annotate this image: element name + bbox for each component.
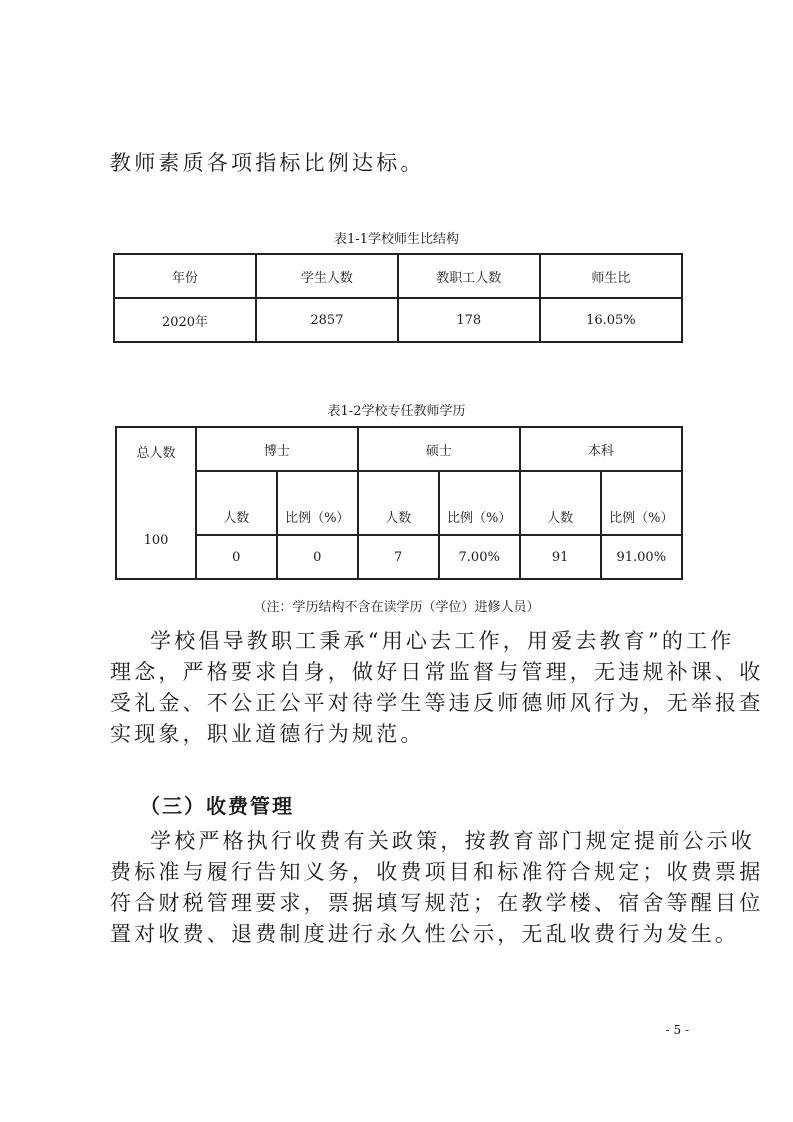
table2-subheader-count: 人数 <box>196 471 277 535</box>
table2-cell: 91 <box>520 535 601 579</box>
paragraph-line: 费标准与履行告知义务，收费项目和标准符合规定；收费票据 <box>110 860 764 884</box>
table2-group-bachelor: 本科 <box>520 427 682 471</box>
paragraph-line: 实现象，职业道德行为规范。 <box>110 722 425 746</box>
intro-line: 教师素质各项指标比例达标。 <box>110 151 425 175</box>
paragraph-line: 置对收费、退费制度进行永久性公示，无乱收费行为发生。 <box>110 922 740 946</box>
table2-caption: 表1-2学校专任教师学历 <box>327 404 466 419</box>
table2-group-master: 硕士 <box>358 427 520 471</box>
table2-note: （注：学历结构不含在读学历（学位）进修人员） <box>253 600 540 615</box>
table2-header-row <box>116 427 682 471</box>
table2-subheader-ratio: 比例（%） <box>601 471 682 535</box>
table1-cell-students: 2857 <box>256 298 398 342</box>
table2-total-header: 总人数 <box>136 446 176 461</box>
table1-header-students: 学生人数 <box>256 254 398 298</box>
table1 <box>113 253 683 343</box>
table-row <box>116 535 682 579</box>
page-number: - 5 - <box>665 1023 689 1037</box>
table1-header-row <box>114 254 682 298</box>
table2-cell: 0 <box>196 535 277 579</box>
table2-group-doctor: 博士 <box>196 427 358 471</box>
table2-subheader-ratio: 比例（%） <box>277 471 358 535</box>
table1-cell-year: 2020年 <box>114 298 256 342</box>
table2-cell: 0 <box>277 535 358 579</box>
table1-header-staff: 教职工人数 <box>398 254 540 298</box>
table2-cell: 91.00% <box>601 535 682 579</box>
table1-cell-ratio: 16.05% <box>540 298 682 342</box>
paragraph-line: 符合财税管理要求，票据填写规范；在教学楼、宿舍等醒目位 <box>110 891 764 915</box>
paragraph-line: 理念，严格要求自身，做好日常监督与管理，无违规补课、收 <box>110 660 764 684</box>
table2-subheader-ratio: 比例（%） <box>439 471 520 535</box>
paragraph-line: 学校严格执行收费有关政策，按教育部门规定提前公示收 <box>150 829 755 853</box>
paragraph-line: 受礼金、不公正公平对待学生等违反师德师风行为，无举报查 <box>110 691 764 715</box>
section-heading: （三）收费管理 <box>140 794 294 818</box>
table1-caption: 表1-1学校师生比结构 <box>334 232 459 247</box>
table2-subheader-row <box>116 471 682 535</box>
paragraph-2 <box>110 826 763 950</box>
table2-subheader-count: 人数 <box>520 471 601 535</box>
table1-header-year: 年份 <box>114 254 256 298</box>
table-row <box>114 298 682 342</box>
table1-header-ratio: 师生比 <box>540 254 682 298</box>
table2 <box>115 426 683 580</box>
table2-total-cell <box>116 427 196 579</box>
table2-cell: 7.00% <box>439 535 520 579</box>
table2-cell: 7 <box>358 535 439 579</box>
paragraph-line: 学校倡导教职工秉承“用心去工作，用爱去教育”的工作 <box>150 629 735 653</box>
table2-subheader-count: 人数 <box>358 471 439 535</box>
table1-cell-staff: 178 <box>398 298 540 342</box>
table2-total-value: 100 <box>143 533 169 548</box>
paragraph-1 <box>110 626 763 750</box>
